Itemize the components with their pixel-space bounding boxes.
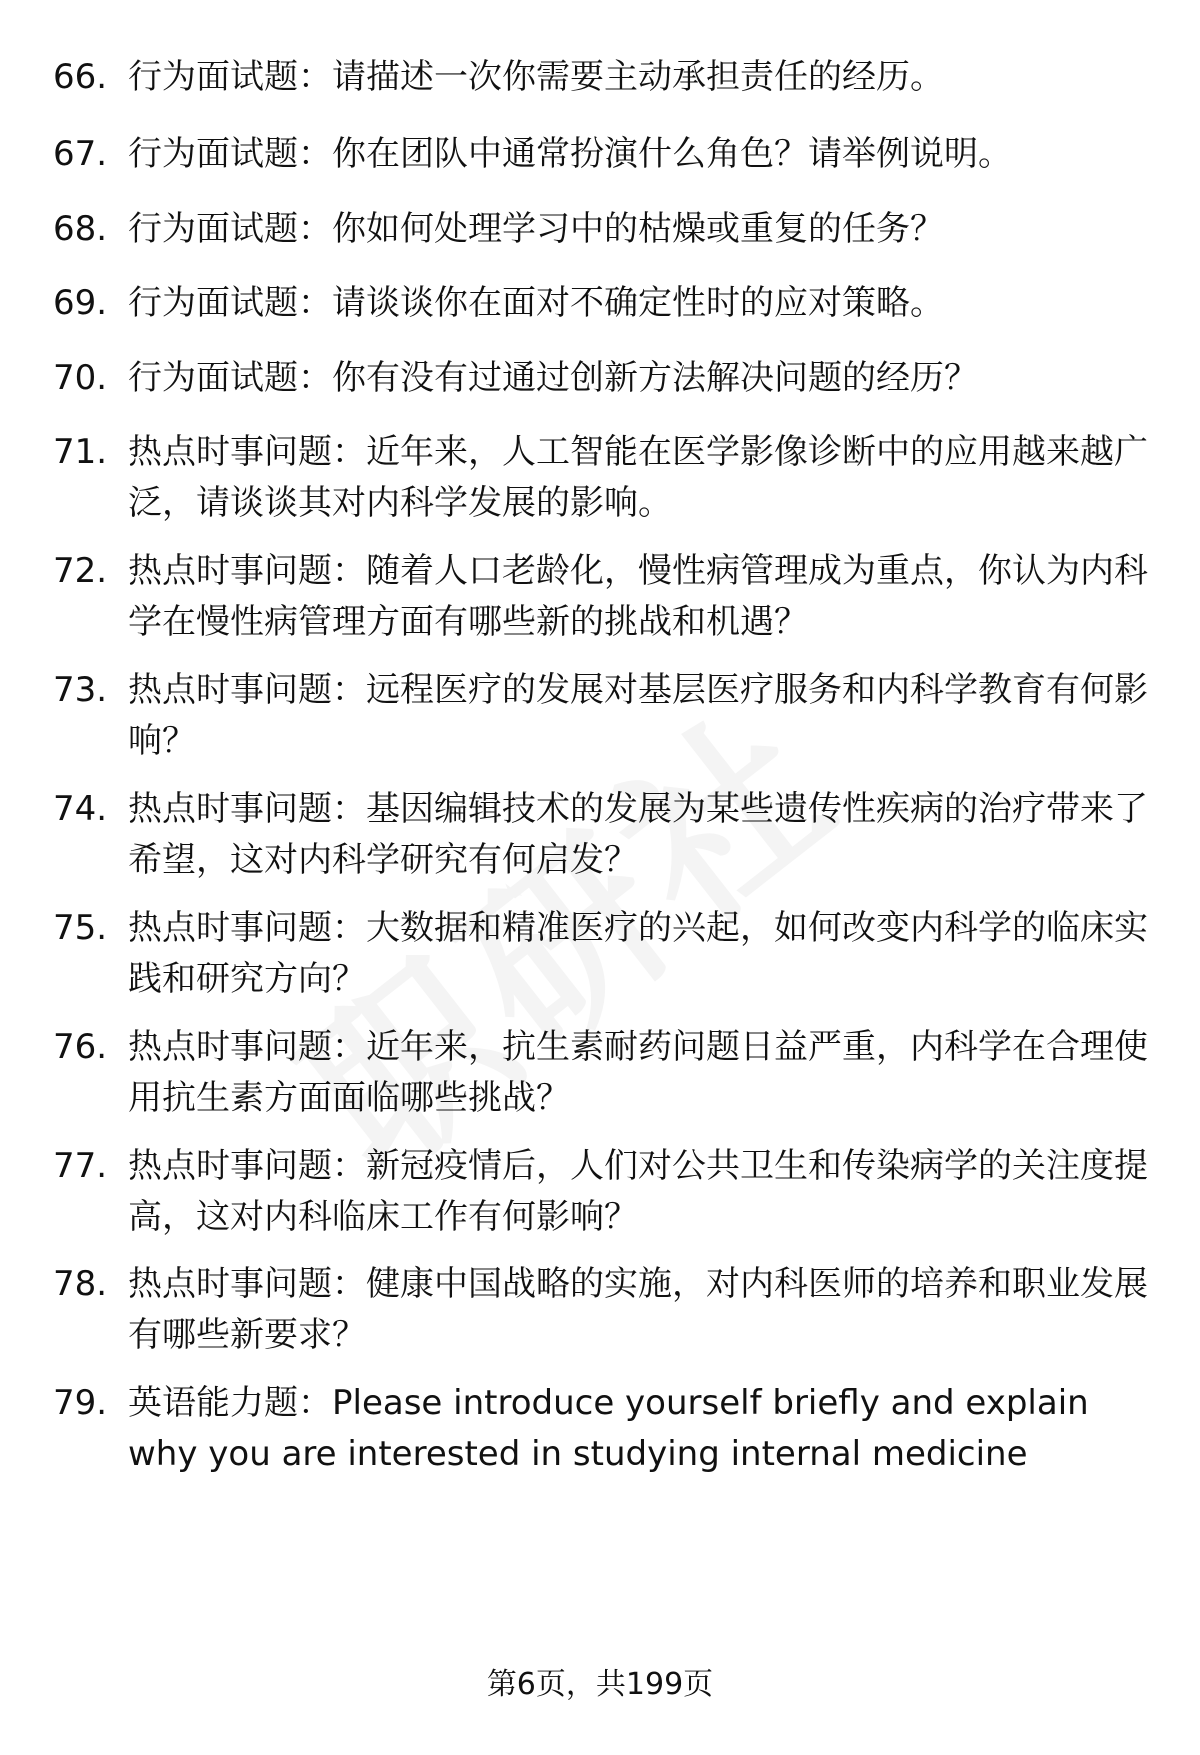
question-number: 73. [53,670,108,710]
question-text: 行为面试题：你如何处理学习中的枯燥或重复的任务？ [128,209,944,249]
question-number: 67. [53,134,108,174]
question-number: 77. [53,1146,108,1186]
question-text: 热点时事问题：远程医疗的发展对基层医疗服务和内科学教育有何影响？ [128,670,1148,761]
question-text: 行为面试题：你有没有过通过创新方法解决问题的经历？ [128,358,978,398]
question-text: 行为面试题：请描述一次你需要主动承担责任的经历。 [128,57,944,97]
question-text: 热点时事问题：近年来，人工智能在医学影像诊断中的应用越来越广泛，请谈谈其对内科学发展的影响。 [128,432,1148,523]
question-text: 热点时事问题：随着人口老龄化，慢性病管理成为重点，你认为内科学在慢性病管理方面有哪些新的挑战和机遇？ [128,551,1148,642]
question-text: 行为面试题：请谈谈你在面对不确定性时的应对策略。 [128,283,944,323]
question-text: 热点时事问题：近年来，抗生素耐药问题日益严重，内科学在合理使用抗生素方面面临哪些挑战？ [128,1027,1148,1118]
question-number: 72. [53,551,108,591]
question-number: 78. [53,1264,108,1304]
question-number: 76. [53,1027,108,1067]
question-number: 66. [53,57,108,97]
question-text: 热点时事问题：大数据和精准医疗的兴起，如何改变内科学的临床实践和研究方向？ [128,908,1148,999]
question-number: 74. [53,789,108,829]
question-number: 75. [53,908,108,948]
question-text: 行为面试题：你在团队中通常扮演什么角色？请举例说明。 [128,134,1012,174]
question-text: 英语能力题：Please introduce yourself briefly and explain why you are interested in studying internal medicine [128,1383,1089,1474]
question-text: 热点时事问题：新冠疫情后，人们对公共卫生和传染病学的关注度提高，这对内科临床工作有何影响？ [128,1146,1148,1237]
question-number: 71. [53,432,108,472]
question-number: 70. [53,358,108,398]
question-number: 68. [53,209,108,249]
question-text: 热点时事问题：基因编辑技术的发展为某些遗传性疾病的治疗带来了希望，这对内科学研究有何启发？ [128,789,1148,880]
question-text: 热点时事问题：健康中国战略的实施，对内科医师的培养和职业发展有哪些新要求？ [128,1264,1148,1355]
page-footer: 第6页，共199页 [486,1667,714,1702]
question-number: 69. [53,283,108,323]
question-number: 79. [53,1383,108,1423]
